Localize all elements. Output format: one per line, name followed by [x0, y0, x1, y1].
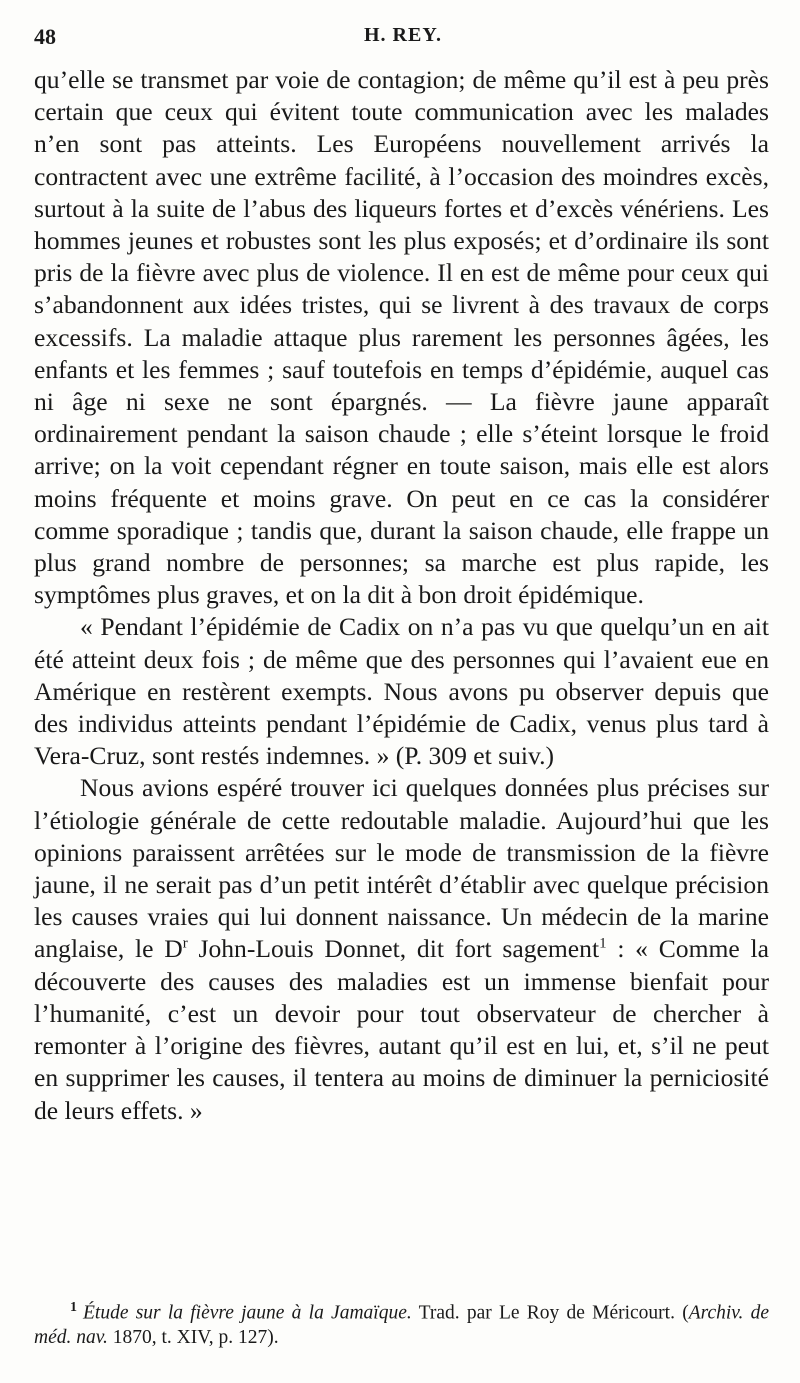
running-head: [34, 20, 766, 54]
footnote-1: [34, 1296, 769, 1350]
paragraph-quotation: « Pendant l’épidémie de Cadix on n’a pas vu que quelqu’un en ait été atteint deux fois ; de même que des personnes qui l’avaient eue en Amérique en restèrent exempts. Nous avons pu observer depuis que des individus atteints pendant l’épidémie de Cadix, venus plus tard à Vera-Cruz, sont restés indemnes. » (P. 309 et suiv.): [34, 612, 769, 771]
footnote-marker: 1: [70, 1300, 77, 1315]
paragraph-etiology-text-a: Nous avions espéré trouver ici quelques données plus précises sur l’étiologie générale de cette redoutable maladie. Aujourd’hui que les opinions paraissent arrêtées sur le mode de transmission de la fièvre jaune, il ne serait pas d’un petit intérêt d’établir avec quelque précision les causes vraies qui lui donnent naissance. Un médecin de la marine anglaise, le D: [34, 773, 769, 964]
footnotes: [34, 1296, 769, 1350]
footnote-citation: 1870, t. XIV, p. 127).: [107, 1326, 279, 1348]
paragraph-etiology: [34, 772, 769, 1126]
paragraph-etiology-text-b: John-Louis Donnet, dit fort sagement: [187, 934, 600, 964]
footnote-translation: Trad. par Le Roy de Méricourt. (: [411, 1302, 689, 1324]
footnote-reference: 1: [599, 935, 607, 952]
doctor-abbrev-superscript: r: [182, 935, 188, 952]
page-number: 48: [34, 24, 56, 49]
body-text: [34, 64, 769, 1127]
running-title: H. REY.: [364, 24, 442, 46]
paragraph-etiology-text-c: : « Comme la découverte des causes des maladies est un immense bienfait pour l’humanité, c’est un devoir pour tout observateur de chercher à remonter à l’origine des fièvres, autant qu’il est en lui, et, s’il ne peut en supprimer les causes, il tentera au moins de diminuer la perniciosité de leurs effets. »: [34, 934, 770, 1125]
footnote-journal: Archiv. de méd. nav.: [34, 1302, 769, 1348]
paragraph-continued: qu’elle se transmet par voie de contagion; de même qu’il est à peu près certain que ceux qui évitent toute communication avec les malades n’en sont pas atteints. Les Européens nouvellement arrivés la contractent avec une extrême facilité, à l’occasion des moindres excès, surtout à la suite de l’abus des liqueurs fortes et d’excès vénériens. Les hommes jeunes et robustes sont les plus exposés; et d’ordinaire ils sont pris de la fièvre avec plus de violence. Il en est de même pour ceux qui s’abandonnent aux idées tristes, qui se livrent à des travaux de corps excessifs. La maladie attaque plus rarement les personnes âgées, les enfants et les femmes ; sauf toutefois en temps d’épidémie, auquel cas ni âge ni sexe ne sont épargnés. — La fièvre jaune apparaît ordinairement pendant la saison chaude ; elle s’éteint lorsque le froid arrive; on la voit cependant régner en toute saison, mais elle est alors moins fréquente et moins grave. On peut en ce cas la considérer comme sporadique ; tandis que, durant la saison chaude, elle frappe un plus grand nombre de personnes; sa marche est plus rapide, les symptômes plus graves, et on la dit à bon droit épidémique.: [34, 65, 769, 610]
footnote-title: Étude sur la fièvre jaune à la Jamaïque.: [83, 1302, 412, 1324]
